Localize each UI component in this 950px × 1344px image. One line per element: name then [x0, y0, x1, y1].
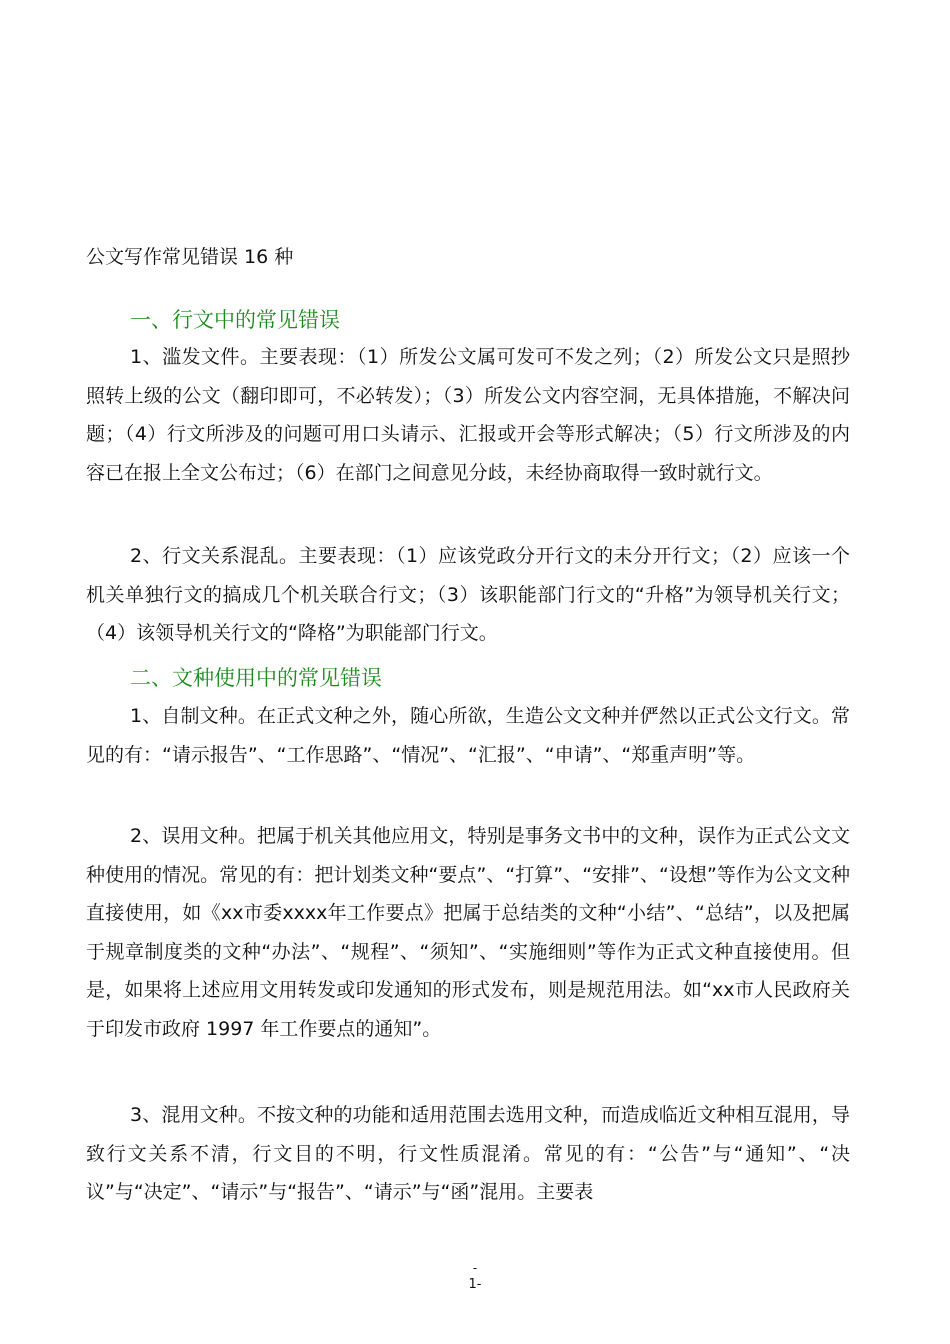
- footer-dash: -: [472, 1261, 478, 1275]
- paragraph-abuse-of-documents: 1、滥发文件。主要表现：（1）所发公文属可发可不发之列；（2）所发公文只是照抄照转上级的公文（翻印即可，不必转发）；（3）所发公文内容空洞，无具体措施，不解决问题；（4）行文所涉及的问题可用口头请示、汇报或开会等形式解决；（5）行文所涉及的内容已在报上全文公布过；（6）在部门之间意见分歧，未经协商取得一致时就行文。: [86, 346, 850, 484]
- paragraph-self-made-types: 1、自制文种。在正式文种之外，随心所欲，生造公文文种并俨然以正式公文行文。常见的有：“请示报告”、“工作思路”、“情况”、“汇报”、“申请”、“郑重声明”等。: [86, 705, 850, 766]
- section-heading-2: 二、文种使用中的常见错误: [130, 666, 382, 690]
- document-title: 公文写作常见错误 16 种: [86, 246, 294, 268]
- page-number: 1-: [468, 1277, 482, 1292]
- paragraph-misused-types: 2、误用文种。把属于机关其他应用文，特别是事务文书中的文种，误作为正式公文文种使用的情况。常见的有：把计划类文种“要点”、“打算”、“安排”、“设想”等作为公文文种直接使用，如《xx市委xxxx年工作要点》把属于总结类的文种“小结”、“总结”，以及把属于规章制度类的文种“办法”、“规程”、“须知”、“实施细则”等作为正式文种直接使用。但是，如果将上述应用文用转发或印发通知的形式发布，则是规范用法。如“xx市人民政府关于印发市政府 1997 年工作要点的通知”。: [86, 825, 850, 1040]
- section-heading-1: 一、行文中的常见错误: [130, 308, 340, 332]
- paragraph-confused-relations: 2、行文关系混乱。主要表现：（1）应该党政分开行文的未分开行文；（2）应该一个机关单独行文的搞成几个机关联合行文；（3）该职能部门行文的“升格”为领导机关行文；（4）该领导机关行文的“降格”为职能部门行文。: [86, 545, 850, 644]
- paragraph-mixed-types: 3、混用文种。不按文种的功能和适用范围去选用文种，而造成临近文种相互混用，导致行文关系不清，行文目的不明，行文性质混淆。常见的有：“公告”与“通知”、“决议”与“决定”、“请示”与“报告”、“请示”与“函”混用。主要表: [86, 1104, 850, 1203]
